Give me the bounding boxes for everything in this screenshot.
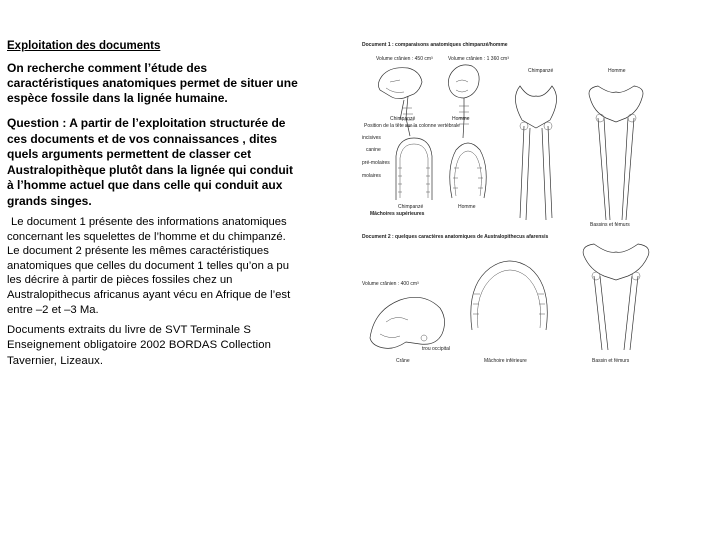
description-text: Le document 1 présente des informations anatomiques concernant les squelettes de l’homme et du chimpanzé. Le document 2 présente les mêmes caractéristiques anatomiques que celles du document 1 telles qu’on a pu les décrire à partir de pièces fossiles chez un Australopithecus africanus ayant vécu en Afrique de l’est entre –2 et –3 Ma. [7, 216, 291, 316]
human-jaw-drawing [450, 143, 487, 198]
human-pelvis-drawing [589, 86, 643, 220]
doc1-vol-chimp: Volume crânien : 450 cm³ [376, 56, 433, 62]
doc1-bassin-label: Bassins et fémurs [590, 222, 630, 228]
anatomy-figure [360, 38, 675, 368]
text-column [7, 40, 299, 369]
doc2-volume-label: Volume crânien : 400 cm³ [362, 281, 419, 287]
doc1-canine-label: canine [366, 147, 381, 153]
doc2-bassin-label: Bassin et fémurs [592, 358, 630, 364]
question-paragraph: Question : A partir de l’exploitation structurée de ces documents et de vos connaissances , dites quels arguments permettent de classer cet Australopithèque plutôt dans la lignée qui conduit à l’homme actuel que dans celle qui conduit aux grands singes. [7, 116, 294, 208]
section-title: Exploitation des documents [7, 40, 161, 52]
description-paragraph [7, 215, 299, 317]
doc1-molaires-label: molaires [362, 173, 381, 179]
doc2-crane-label: Crâne [396, 358, 410, 364]
doc1-chimpanze-label: Chimpanzé [390, 116, 416, 122]
australopithecus-pelvis-drawing [583, 244, 649, 350]
doc1-bassin-chimp-label: Chimpanzé [528, 68, 554, 74]
doc1-machoires-label: Mâchoires supérieures [370, 211, 425, 217]
doc1-bassin-homme-label: Homme [608, 68, 626, 74]
chimp-pelvis-drawing [515, 86, 556, 220]
doc1-caption: Document 1 : comparaisons anatomiques chimpanzé/homme [362, 42, 508, 48]
intro-paragraph: On recherche comment l’étude des caractéristiques anatomiques permet de situer une espèce fossile dans la lignée humaine. [7, 61, 298, 105]
anatomy-illustration [360, 38, 675, 368]
doc1-premolaires-label: pré-molaires [362, 160, 390, 166]
doc1-vol-homme: Volume crânien : 1 360 cm³ [448, 56, 509, 62]
source-citation: Documents extraits du livre de SVT Terminale S Enseignement obligatoire 2002 BORDAS Collection Tavernier, Lizeaux. [7, 324, 272, 367]
australopithecus-skull-drawing [370, 297, 445, 348]
chimp-jaw-drawing [396, 138, 432, 200]
australopithecus-jaw-drawing [471, 261, 547, 330]
doc1-incisives-label: incisives [362, 135, 381, 141]
doc2-trou-label: trou occipital [422, 346, 451, 352]
doc1-position-label: Position de la tête sur la colonne vertébrale [364, 123, 460, 129]
doc1-homme-label: Homme [452, 116, 470, 122]
doc1-chimpanze2-label: Chimpanzé [398, 204, 424, 210]
doc2-machoire-label: Mâchoire inférieure [484, 358, 527, 364]
doc1-homme2-label: Homme [458, 204, 476, 210]
doc2-caption: Document 2 : quelques caractères anatomiques de Australopithecus afarensis [362, 234, 549, 240]
